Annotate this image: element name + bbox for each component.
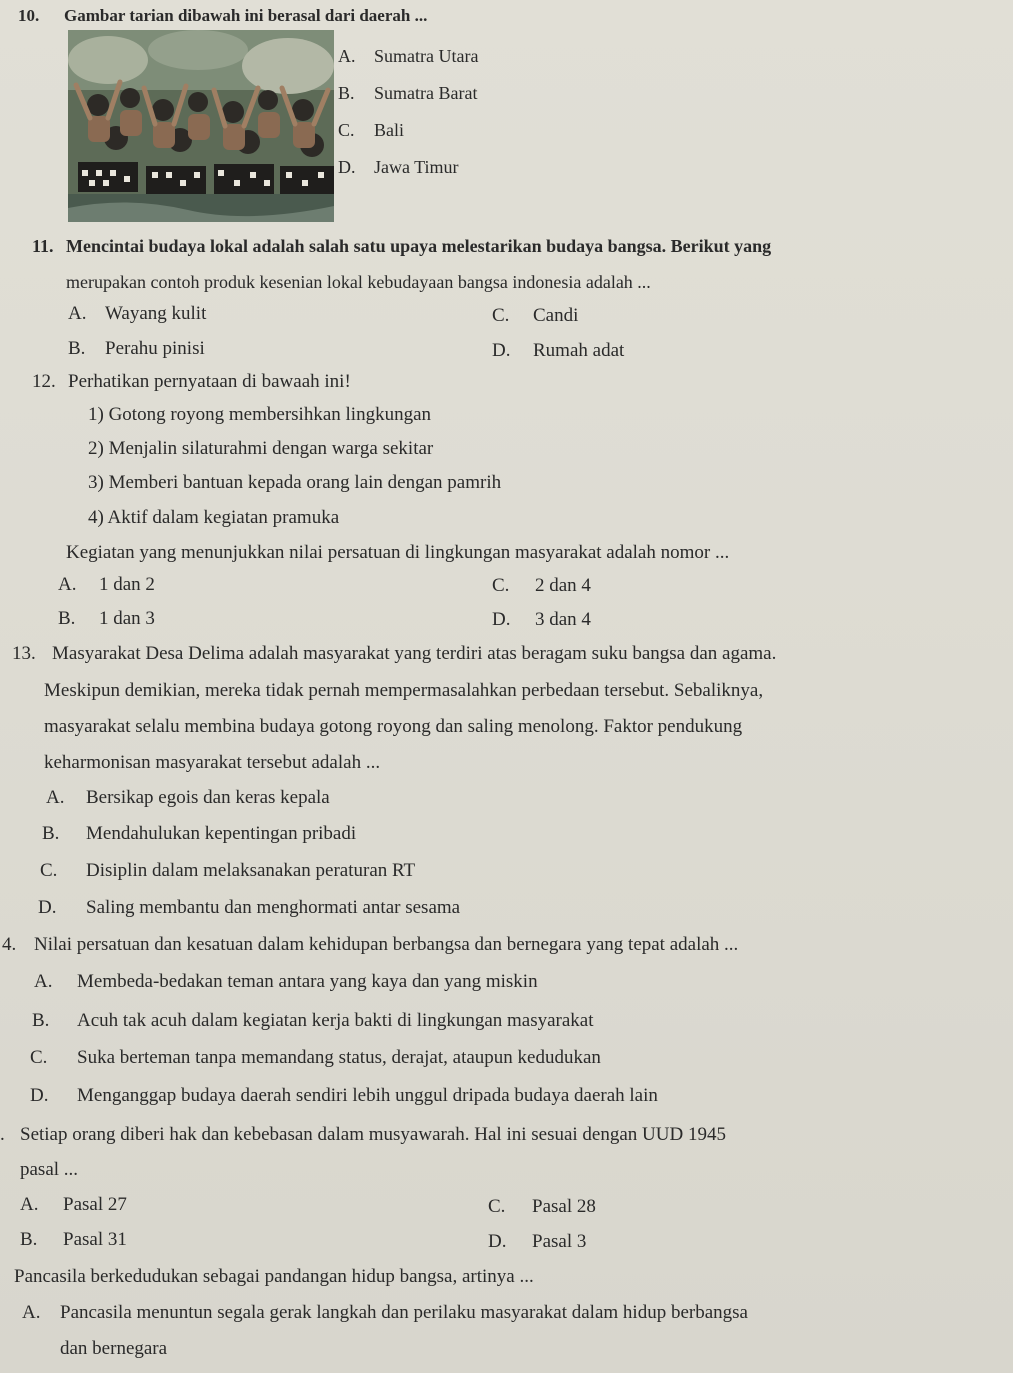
question-13-option-a-letter[interactable]: A. (46, 787, 65, 808)
question-16-option-a-text-line-2[interactable]: dan bernegara (60, 1338, 168, 1359)
question-11-option-b-letter[interactable]: B. (68, 338, 86, 359)
question-12-statement-1: 1) Gotong royong membersihkan lingkungan (88, 404, 432, 425)
question-15-option-d-text[interactable]: Pasal 3 (532, 1231, 587, 1252)
question-11-text-line-2: merupakan contoh produk kesenian lokal kebudayaan bangsa indonesia adalah ... (66, 272, 651, 292)
question-15-text-line-1: Setiap orang diberi hak dan kebebasan dalam musyawarah. Hal ini sesuai dengan UUD 1945 (20, 1124, 726, 1145)
question-13-option-b-text[interactable]: Mendahulukan kepentingan pribadi (86, 823, 357, 844)
question-10-option-b-text[interactable]: Sumatra Barat (374, 83, 478, 103)
question-13-option-a-text[interactable]: Bersikap egois dan keras kepala (86, 787, 330, 808)
question-11-text-line-1: Mencintai budaya lokal adalah salah satu upaya melestarikan budaya bangsa. Berikut yang (66, 236, 772, 256)
question-13-option-c-letter[interactable]: C. (40, 860, 58, 881)
question-14-option-c-text[interactable]: Suka berteman tanpa memandang status, derajat, ataupun kedudukan (77, 1047, 601, 1068)
question-16-option-a-letter[interactable]: A. (22, 1302, 41, 1323)
question-11-option-c-letter[interactable]: C. (492, 305, 510, 326)
question-12-option-b-letter[interactable]: B. (58, 608, 76, 629)
question-12-option-b-text[interactable]: 1 dan 3 (99, 608, 155, 629)
question-15-option-b-letter[interactable]: B. (20, 1229, 38, 1250)
question-11-option-b-text[interactable]: Perahu pinisi (105, 338, 205, 359)
question-14-option-b-text[interactable]: Acuh tak acuh dalam kegiatan kerja bakti di lingkungan masyarakat (77, 1010, 594, 1031)
question-15-option-d-letter[interactable]: D. (488, 1231, 507, 1252)
question-13-option-c-text[interactable]: Disiplin dalam melaksanakan peraturan RT (86, 860, 416, 881)
question-10-option-b-letter[interactable]: B. (338, 83, 355, 103)
question-14-option-b-letter[interactable]: B. (32, 1010, 50, 1031)
question-12-option-d-letter[interactable]: D. (492, 609, 511, 630)
question-13-number: 13. (12, 643, 36, 664)
question-12-statement-4: 4) Aktif dalam kegiatan pramuka (88, 507, 340, 528)
question-11-option-d-letter[interactable]: D. (492, 340, 511, 361)
question-14-option-d-text[interactable]: Menganggap budaya daerah sendiri lebih unggul dripada budaya daerah lain (77, 1085, 658, 1106)
question-12-statement-3: 3) Memberi bantuan kepada orang lain dengan pamrih (88, 472, 502, 493)
question-14-option-c-letter[interactable]: C. (30, 1047, 48, 1068)
question-12-option-a-letter[interactable]: A. (58, 574, 77, 595)
question-10-number: 10. (18, 6, 40, 25)
question-11-option-a-letter[interactable]: A. (68, 303, 87, 324)
question-15-option-c-letter[interactable]: C. (488, 1196, 506, 1217)
question-12-option-a-text[interactable]: 1 dan 2 (99, 574, 155, 595)
question-14-number: 4. (2, 934, 17, 955)
question-16-option-a-text-line-1[interactable]: Pancasila menuntun segala gerak langkah dan perilaku masyarakat dalam hidup berbangsa (60, 1302, 748, 1323)
question-12-option-d-text[interactable]: 3 dan 4 (535, 609, 591, 630)
question-10-option-a-text[interactable]: Sumatra Utara (374, 46, 479, 66)
question-11-number: 11. (32, 236, 54, 256)
question-14-option-a-letter[interactable]: A. (34, 971, 53, 992)
question-10-text: Gambar tarian dibawah ini berasal dari daerah ... (64, 6, 428, 25)
question-12-statement-2: 2) Menjalin silaturahmi dengan warga sekitar (88, 438, 434, 459)
question-16-text: Pancasila berkedudukan sebagai pandangan hidup bangsa, artinya ... (14, 1266, 534, 1287)
question-12-prompt: Kegiatan yang menunjukkan nilai persatuan di lingkungan masyarakat adalah nomor ... (66, 542, 730, 563)
question-10-option-c-letter[interactable]: C. (338, 120, 355, 140)
question-15-number: . (0, 1124, 5, 1145)
question-12-text: Perhatikan pernyataan di bawaah ini! (68, 371, 351, 392)
question-14-text: Nilai persatuan dan kesatuan dalam kehidupan berbangsa dan bernegara yang tepat adalah ... (34, 934, 739, 955)
question-10-option-c-text[interactable]: Bali (374, 120, 404, 140)
kecak-dance-photo (68, 30, 334, 222)
question-10-option-a-letter[interactable]: A. (338, 46, 356, 66)
question-10-option-d-text[interactable]: Jawa Timur (374, 157, 459, 177)
question-13-option-d-letter[interactable]: D. (38, 897, 57, 918)
question-11-option-a-text[interactable]: Wayang kulit (105, 303, 207, 324)
question-15-option-a-letter[interactable]: A. (20, 1194, 39, 1215)
question-13-text-line-4: keharmonisan masyarakat tersebut adalah ... (44, 752, 381, 773)
question-15-option-c-text[interactable]: Pasal 28 (532, 1196, 596, 1217)
question-15-text-line-2: pasal ... (20, 1159, 79, 1180)
question-12-option-c-letter[interactable]: C. (492, 575, 510, 596)
question-13-option-d-text[interactable]: Saling membantu dan menghormati antar sesama (86, 897, 461, 918)
question-13-text-line-1: Masyarakat Desa Delima adalah masyarakat yang terdiri atas beragam suku bangsa dan agama. (52, 643, 777, 664)
question-13-option-b-letter[interactable]: B. (42, 823, 60, 844)
question-10-option-d-letter[interactable]: D. (338, 157, 356, 177)
question-14-option-d-letter[interactable]: D. (30, 1085, 49, 1106)
question-14-option-a-text[interactable]: Membeda-bedakan teman antara yang kaya dan yang miskin (77, 971, 538, 992)
question-11-option-d-text[interactable]: Rumah adat (533, 340, 625, 361)
question-12-number: 12. (32, 371, 56, 392)
question-15-option-b-text[interactable]: Pasal 31 (63, 1229, 127, 1250)
question-11-option-c-text[interactable]: Candi (533, 305, 579, 326)
question-15-option-a-text[interactable]: Pasal 27 (63, 1194, 127, 1215)
question-13-text-line-2: Meskipun demikian, mereka tidak pernah mempermasalahkan perbedaan tersebut. Sebaliknya, (44, 680, 764, 701)
question-13-text-line-3: masyarakat selalu membina budaya gotong royong dan saling menolong. Faktor pendukung (44, 716, 743, 737)
question-12-option-c-text[interactable]: 2 dan 4 (535, 575, 591, 596)
kecak-dance-illustration (68, 30, 334, 222)
